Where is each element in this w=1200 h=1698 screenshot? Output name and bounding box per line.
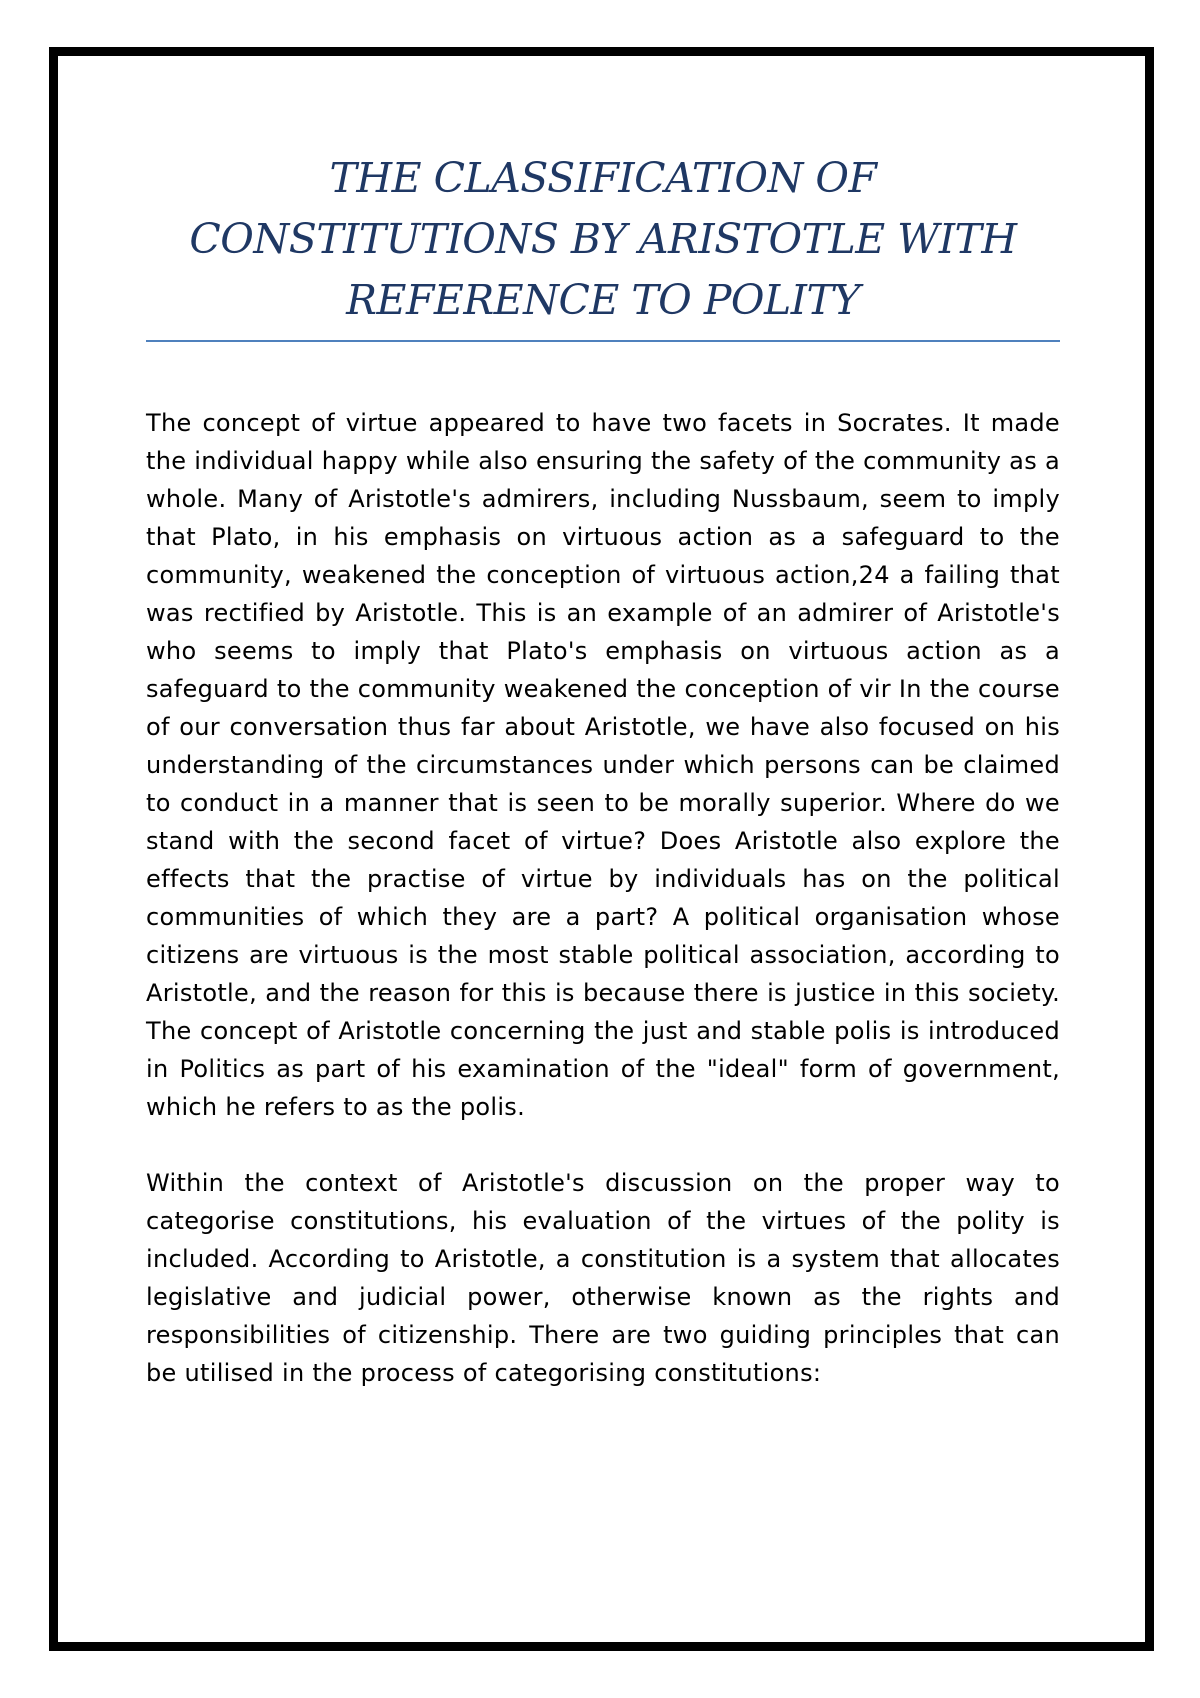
document-content <box>146 148 1060 1392</box>
body-paragraph-2: Within the context of Aristotle's discussion on the proper way to categorise constitutions, his evaluation of the virtues of the polity is included. According to Aristotle, a constitution is a system that allocates legislative and judicial power, otherwise known as the rights and responsibilities of citizenship. There are two guiding principles that can be utilised in the process of categorising constitutions: <box>146 1169 1060 1387</box>
body-paragraph-1: The concept of virtue appeared to have two facets in Socrates. It made the individual happy while also ensuring the safety of the community as a whole. Many of Aristotle's admirers, including Nussbaum, seem to imply that Plato, in his emphasis on virtuous action as a safeguard to the community, weakened the conception of virtuous action,24 a failing that was rectified by Aristotle. This is an example of an admirer of Aristotle's who seems to imply that Plato's emphasis on virtuous action as a safeguard to the community weakened the conception of vir In the course of our conversation thus far about Aristotle, we have also focused on his understanding of the circumstances under which persons can be claimed to conduct in a manner that is seen to be morally superior. Where do we stand with the second facet of virtue? Does Aristotle also explore the effects that the practise of virtue by individuals has on the political communities of which they are a part? A political organisation whose citizens are virtuous is the most stable political association, according to Aristotle, and the reason for this is because there is justice in this society. The concept of Aristotle concerning the just and stable polis is introduced in Politics as part of his examination of the "ideal" form of government, which he refers to as the polis. <box>146 409 1060 1121</box>
title-divider <box>146 340 1060 342</box>
document-title: THE CLASSIFICATION OF CONSTITUTIONS BY ARISTOTLE WITH REFERENCE TO POLITY <box>189 154 1017 324</box>
